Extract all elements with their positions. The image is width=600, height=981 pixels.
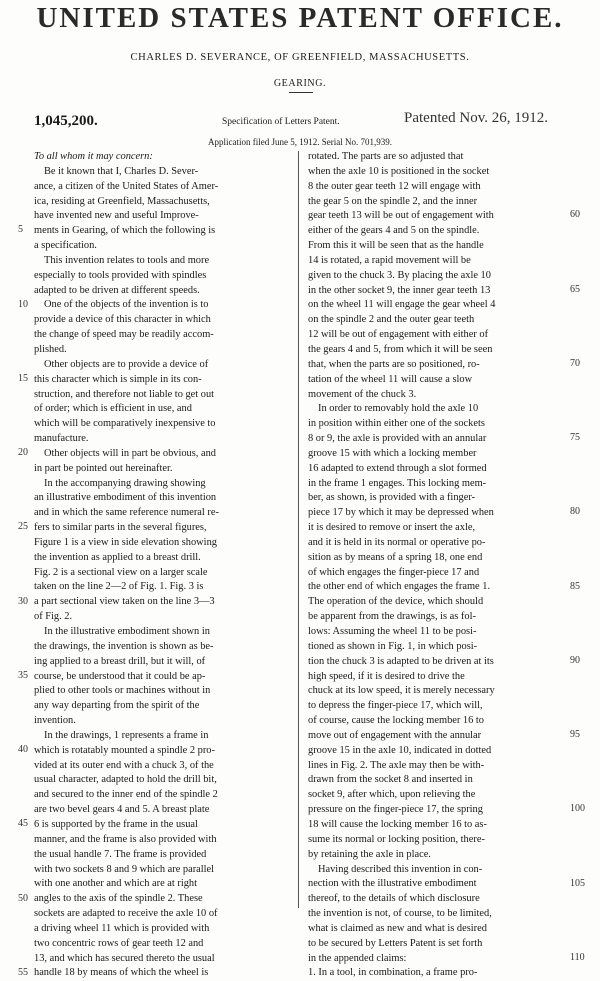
subject-heading: GEARING. xyxy=(273,78,327,89)
text-line: are two bevel gears 4 and 5. A breast plate xyxy=(34,804,210,816)
text-line: which is rotatably mounted a spindle 2 pro- xyxy=(34,744,215,756)
text-line: In the accompanying drawing showing xyxy=(44,477,206,489)
text-line: be apparent from the drawings, is as fol- xyxy=(308,611,476,623)
margin-line-number: 60 xyxy=(570,209,580,221)
margin-line-number: 5 xyxy=(18,224,23,236)
text-line: This invention relates to tools and more xyxy=(44,254,210,266)
text-line: Figure 1 is a view in side elevation showing xyxy=(34,536,217,548)
text-line: gear teeth 13 will be out of engagement with xyxy=(308,210,494,222)
margin-line-number: 45 xyxy=(18,818,28,830)
application-line: Application filed June 5, 1912. Serial No. 701,939. xyxy=(208,137,392,147)
text-line: ica, residing at Greenfield, Massachusetts, xyxy=(34,195,210,207)
margin-line-number: 30 xyxy=(18,595,28,607)
text-line: that, when the parts are so positioned, ro- xyxy=(308,358,480,370)
margin-line-number: 40 xyxy=(18,744,28,755)
text-line: taken on the line 2—2 of Fig. 1. Fig. 3 is xyxy=(34,581,204,593)
text-line: in the frame 1 engages. This locking mem- xyxy=(308,477,487,489)
text-line: handle 18 by means of which the wheel is xyxy=(34,967,209,979)
heading-rule xyxy=(289,92,313,93)
text-line: with one another and which are at right xyxy=(34,878,198,890)
text-line: what is claimed as new and what is desired xyxy=(308,922,487,934)
margin-line-number: 75 xyxy=(570,432,580,444)
text-line: the gears 4 and 5, from which it will be seen xyxy=(308,343,493,355)
text-line: vided at its outer end with a chuck 3, of the xyxy=(34,759,214,771)
specification-label: Specification of Letters Patent. xyxy=(222,117,340,127)
text-line: tion the chuck 3 is adapted to be driven at its xyxy=(308,655,494,667)
left-column xyxy=(34,150,286,981)
text-line: by retaining the axle in place. xyxy=(308,848,431,860)
text-line: and it is held in its normal or operative po- xyxy=(308,536,486,548)
text-line: to depress the finger-piece 17, which will, xyxy=(308,700,483,712)
text-line: piece 17 by which it may be depressed when xyxy=(308,507,494,519)
text-line: given to the chuck 3. By placing the axle 10 xyxy=(308,269,491,281)
text-line: course, be understood that it could be ap- xyxy=(34,670,206,682)
margin-line-number: 100 xyxy=(570,803,585,815)
text-line: this character which is simple in its con- xyxy=(34,373,202,385)
text-line: ance, a citizen of the United States of Amer- xyxy=(34,180,219,192)
inventor-line: CHARLES D. SEVERANCE, OF GREENFIELD, MASSACHUSETTS. xyxy=(130,52,470,63)
text-line: tioned as shown in Fig. 1, in which posi- xyxy=(308,640,478,652)
margin-line-number: 70 xyxy=(570,357,580,369)
text-line: the invention as applied to a breast drill. xyxy=(34,551,201,563)
text-line: From this it will be seen that as the handle xyxy=(308,240,484,252)
text-line: sition as by means of a spring 18, one end xyxy=(308,551,483,563)
margin-line-number: 25 xyxy=(18,521,28,533)
margin-line-number: 35 xyxy=(18,669,28,681)
margin-line-number: 80 xyxy=(570,506,580,518)
text-line: Other objects are to provide a device of xyxy=(44,358,209,370)
text-line: the invention is not, of course, to be limited, xyxy=(308,908,492,920)
text-line: angles to the axis of the spindle 2. These xyxy=(34,893,203,905)
text-line: 12 will be out of engagement with either of xyxy=(308,329,489,341)
text-line: with two sockets 8 and 9 which are parallel xyxy=(34,863,215,875)
patent-number: 1,045,200. xyxy=(34,113,98,129)
text-line: either of the gears 4 and 5 on the spindle. xyxy=(308,225,480,237)
margin-line-number: 15 xyxy=(18,372,28,384)
text-line: lows: Assuming the wheel 11 to be posi- xyxy=(308,626,477,637)
text-line: In order to removably hold the axle 10 xyxy=(318,403,479,415)
text-line: ber, as shown, is provided with a finger- xyxy=(308,492,476,504)
text-line: To all whom it may concern: xyxy=(34,151,153,162)
text-line: 14 is rotated, a rapid movement will be xyxy=(308,254,471,266)
text-line: of course, cause the locking member 16 to xyxy=(308,715,485,727)
text-line: the usual handle 7. The frame is provided xyxy=(34,848,207,860)
text-line: in the appended claims: xyxy=(308,952,407,964)
text-line: lines in Fig. 2. The axle may then be with- xyxy=(308,759,485,771)
text-line: In the drawings, 1 represents a frame in xyxy=(44,729,209,741)
text-line: manufacture. xyxy=(34,433,89,445)
text-line: groove 15 with which a locking member xyxy=(308,447,477,459)
text-line: pressure on the finger-piece 17, the spring xyxy=(308,804,483,816)
text-line: chuck at its low speed, it is merely necessary xyxy=(308,685,495,697)
text-line: when the axle 10 is positioned in the socket xyxy=(308,165,490,177)
text-line: the change of speed may be readily accom- xyxy=(34,329,214,341)
text-line: the gear 5 on the spindle 2, and the inner xyxy=(308,195,478,207)
text-line: One of the objects of the invention is to xyxy=(44,299,209,311)
text-line: which will be comparatively inexpensive to xyxy=(34,418,216,430)
text-line: in the other socket 9, the inner gear teeth 13 xyxy=(308,284,491,296)
text-line: ing applied to a breast drill, but it will, of xyxy=(34,655,206,667)
text-line: any way departing from the spirit of the xyxy=(34,700,200,712)
margin-line-number: 65 xyxy=(570,283,580,295)
text-line: The operation of the device, which should xyxy=(308,596,484,608)
text-line: rotated. The parts are so adjusted that xyxy=(308,151,464,162)
text-line: movement of the chuck 3. xyxy=(308,388,417,400)
text-line: Having described this invention in con- xyxy=(318,863,483,875)
patent-office-title: UNITED STATES PATENT OFFICE. xyxy=(36,2,564,34)
text-line: the drawings, the invention is shown as be- xyxy=(34,640,214,652)
text-line: of which engages the finger-piece 17 and xyxy=(308,566,480,578)
text-line: 18 will cause the locking member 16 to as- xyxy=(308,818,487,830)
text-line: move out of engagement with the annular xyxy=(308,729,482,741)
text-line: it is desired to remove or insert the axle, xyxy=(308,522,476,534)
margin-line-number: 105 xyxy=(570,877,585,889)
text-line: two concentric rows of gear teeth 12 and xyxy=(34,937,204,949)
margin-line-number: 95 xyxy=(570,729,580,741)
text-line: of Fig. 2. xyxy=(34,611,73,623)
text-line: a part sectional view taken on the line 3—3 xyxy=(34,596,215,608)
text-line: socket 9, after which, upon relieving the xyxy=(308,789,476,801)
margin-line-number: 50 xyxy=(18,892,28,904)
patented-date: Patented Nov. 26, 1912. xyxy=(404,110,549,126)
text-line: usual character, adapted to hold the drill bit, xyxy=(34,774,217,786)
text-line: provide a device of this character in which xyxy=(34,314,211,326)
text-line: plished. xyxy=(34,343,67,355)
text-line: 16 adapted to extend through a slot formed xyxy=(308,462,487,474)
text-line: 1. In a tool, in combination, a frame pro- xyxy=(308,967,478,979)
text-line: adapted to be driven at different speeds. xyxy=(34,284,200,296)
text-line: 8 or 9, the axle is provided with an annular xyxy=(308,433,487,445)
text-line: Be it known that I, Charles D. Sever- xyxy=(44,165,199,177)
margin-line-number: 20 xyxy=(18,447,28,458)
text-line: to be secured by Letters Patent is set forth xyxy=(308,937,483,949)
text-line: groove 15 in the axle 10, indicated in dotted xyxy=(308,744,492,756)
text-line: struction, and therefore not liable to get out xyxy=(34,388,215,400)
text-line: and secured to the inner end of the spindle 2 xyxy=(34,789,218,801)
text-line: ments in Gearing, of which the following is xyxy=(34,225,216,237)
text-line: thereof, to the details of which disclosure xyxy=(308,893,480,905)
text-line: on the wheel 11 will engage the gear wheel 4 xyxy=(308,299,496,311)
text-line: In the illustrative embodiment shown in xyxy=(44,626,210,637)
column-divider xyxy=(298,151,299,908)
right-column xyxy=(308,150,564,981)
text-line: 8 the outer gear teeth 12 will engage with xyxy=(308,180,481,192)
text-line: Fig. 2 is a sectional view on a larger scale xyxy=(34,566,208,578)
text-line: invention. xyxy=(34,715,76,727)
text-line: in part be pointed out hereinafter. xyxy=(34,462,173,474)
text-line: an illustrative embodiment of this invention xyxy=(34,492,217,504)
text-line: plied to other tools or machines without in xyxy=(34,685,211,697)
text-line: high speed, if it is desired to drive the xyxy=(308,670,465,682)
text-line: have invented new and useful Improve- xyxy=(34,210,199,222)
text-line: the other end of which engages the frame 1. xyxy=(308,581,491,593)
text-line: nection with the illustrative embodiment xyxy=(308,878,477,890)
text-line: on the spindle 2 and the outer gear teeth xyxy=(308,314,475,326)
text-line: tation of the wheel 11 will cause a slow xyxy=(308,373,473,385)
text-line: 13, and which has secured thereto the usual xyxy=(34,952,215,964)
margin-line-number: 55 xyxy=(18,966,28,978)
text-line: especially to tools provided with spindles xyxy=(34,269,207,281)
text-line: and in which the same reference numeral re- xyxy=(34,507,219,519)
text-line: 6 is supported by the frame in the usual xyxy=(34,818,198,830)
text-line: fers to similar parts in the several figures, xyxy=(34,522,207,534)
text-line: a driving wheel 11 which is provided with xyxy=(34,922,210,934)
text-line: of order; which is efficient in use, and xyxy=(34,403,192,415)
text-line: a specification. xyxy=(34,240,97,252)
margin-line-number: 85 xyxy=(570,580,580,592)
text-line: drawn from the socket 8 and inserted in xyxy=(308,774,473,786)
text-line: in position within either one of the sockets xyxy=(308,418,485,430)
margin-line-number: 10 xyxy=(18,298,28,310)
text-line: sume its normal or locking position, there- xyxy=(308,833,485,845)
margin-line-number: 90 xyxy=(570,654,580,666)
text-line: manner, and the frame is also provided with xyxy=(34,833,217,845)
margin-line-number: 110 xyxy=(570,951,585,963)
text-line: Other objects will in part be obvious, and xyxy=(44,447,216,459)
text-line: sockets are adapted to receive the axle 10 of xyxy=(34,908,218,920)
